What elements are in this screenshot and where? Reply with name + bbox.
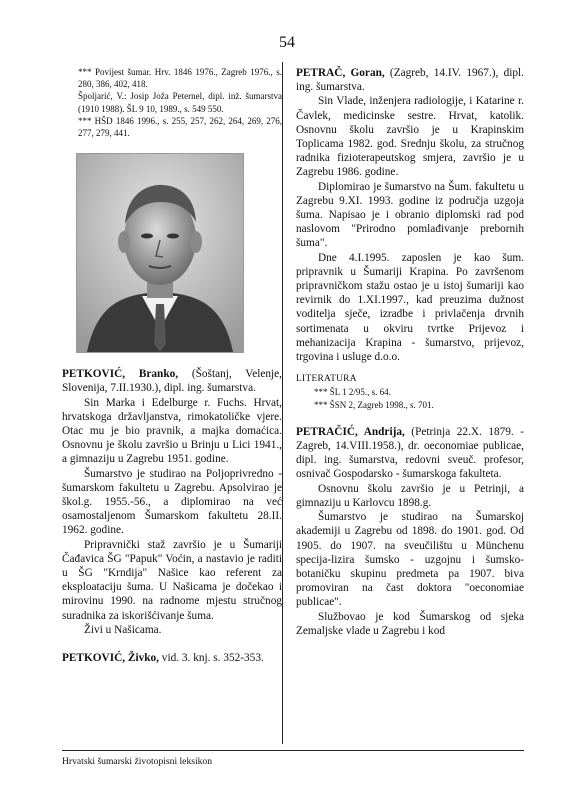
entry-name: PETRAČ, Goran, <box>296 67 385 79</box>
page-number: 54 <box>279 34 295 51</box>
entry-paragraph: Pripravnički staž završio je u Šumariji Čađavica ŠG "Papuk" Voćin, a nastavio je raditi u ŠG "Krndija" Našice kao referent za eksploataciju šuma. U Našicama je dočekao i mirovinu 1990. na radnome mjestu stručnog suradnika za iskorišćivanje šuma. <box>62 538 282 622</box>
entry-intro: (Šoštanj, Velenje, Slovenija, 7.II.1930.), dipl. ing. šumarstva. <box>62 368 282 395</box>
entry-paragraph: Dne 4.I.1995. zaposlen je kao šum. pripravnik u Šumariji Krapina. Po završenom pripravničkom stažu ostao je u istoj šumariji kao revirnik do 1.XI.1997., kad preuzima dužnost voditelja sječe, izradbe i privlačenja drvnih sortimenata u okviru tvrtke Prijevoz i mehanizacija Krapina - šumarstvo, prijevoz, trgovina i usluge d.o.o. <box>296 251 524 364</box>
literature-item: *** ŠL 1 2/95., s. 64. <box>314 387 391 398</box>
biography-entry <box>296 425 524 638</box>
page-footer: Hrvatski šumarski životopisni leksikon <box>62 756 213 767</box>
biography-entry <box>296 66 524 411</box>
entry-paragraph: Šumarstvo je studirao na Poljoprivredno - šumarskom fakultetu u Zagrebu. Apsolvirao je škol.g. 1955.-56., a diplomirao na već osamostaljenom Šumarskom fakultetu 28.II. 1962. godine. <box>62 467 282 537</box>
entry-name: PETRAČIĆ, Andrija, <box>296 425 405 438</box>
entry-name: PETKOVIĆ, Živko, <box>62 652 159 665</box>
reference-item: *** Povijest šumar. Hrv. 1846 1976., Zagreb 1976., s. 280, 386, 402, 418. <box>78 67 282 90</box>
entry-paragraph: Šumarstvo je studirao na Šumarskoj akademiji u Zagrebu od 1898. do 1901. god. Od 1905. do 1907. na sveučilištu u Münchenu specija-lizira šumsko - uzgojnu i šumsko-botaničku skupinu predmeta pa 1907. biva promoviran na čast doktora "oeconomiae publicae". <box>296 511 524 609</box>
literature-item: *** ŠSN 2, Zagreb 1998., s. 701. <box>314 399 434 410</box>
entry-paragraph: Osnovnu školu završio je u Petrinji, a gimnaziju u Karlovcu 1898.g. <box>296 482 524 509</box>
entry-name: PETKOVIĆ, Branko, <box>62 368 179 381</box>
biography-entry <box>62 367 282 637</box>
entry-intro: vid. 3. knj. s. 352-353. <box>158 652 264 665</box>
reference-item: *** HŠD 1846 1996., s. 255, 257, 262, 264, 269, 276, 277, 279, 441. <box>78 115 282 139</box>
portrait-photo <box>76 153 244 353</box>
entry-intro: (Zagreb, 14.IV. 1967.), dipl. ing. šumarstva. <box>296 67 524 94</box>
literature-heading: LITERATURA <box>296 374 357 385</box>
entry-paragraph: Živi u Našicama. <box>84 623 162 636</box>
left-column <box>62 66 282 665</box>
entry-paragraph: Diplomirao je šumarstvo na Šum. fakultetu u Zagrebu 9.XI. 1993. godine iz područja uzgoja šuma. Napisao je i obranio diplomski rad pod naslovom "Prirodno pomlađivanje prebornih šuma". <box>296 180 524 250</box>
right-column <box>296 66 524 638</box>
footer-rule <box>62 750 524 751</box>
entry-paragraph: Sin Marka i Edelburge r. Fuchs. Hrvat, hrvatskoga državljanstva, rimokatoličke vjere. Otac mu je bio pravnik, a majka domaćica. Osnovnu je školu završio u Brinju u Lici 1941., a gimnaziju u Zagrebu 1951. godine. <box>62 396 282 466</box>
column-divider <box>282 62 283 744</box>
portrait-image <box>77 154 243 352</box>
reference-item: Špoljarić, V.: Josip Joža Peternel, dipl. inž. šumarstva (1910 1988). ŠL 9 10, 1989., s. 549 550. <box>78 91 282 114</box>
entry-paragraph: Sin Vlade, inženjera radiologije, i Katarine r. Čavlek, medicinske sestre. Hrvat, katolik. Osnovnu školu završio je u Krapinskim Toplicama 1982. god. Srednju školu, za stručnog radnika fizioterapeutskog smjera, završio je u Zagrebu 1986. godine. <box>296 95 524 179</box>
entry-paragraph: Službovao je kod Šumarskog od sjeka Zemaljske vlade u Zagrebu i kod <box>296 610 524 637</box>
entry-intro: (Petrinja 22.X. 1879. - Zagreb, 14.VIII.1958.), dr. oeconomiae publicae, dipl. ing. šumarstva, redovni sveuč. profesor, osnivač Gospodarsko - šumarskoga fakulteta. <box>296 425 524 481</box>
biography-entry <box>62 651 282 665</box>
